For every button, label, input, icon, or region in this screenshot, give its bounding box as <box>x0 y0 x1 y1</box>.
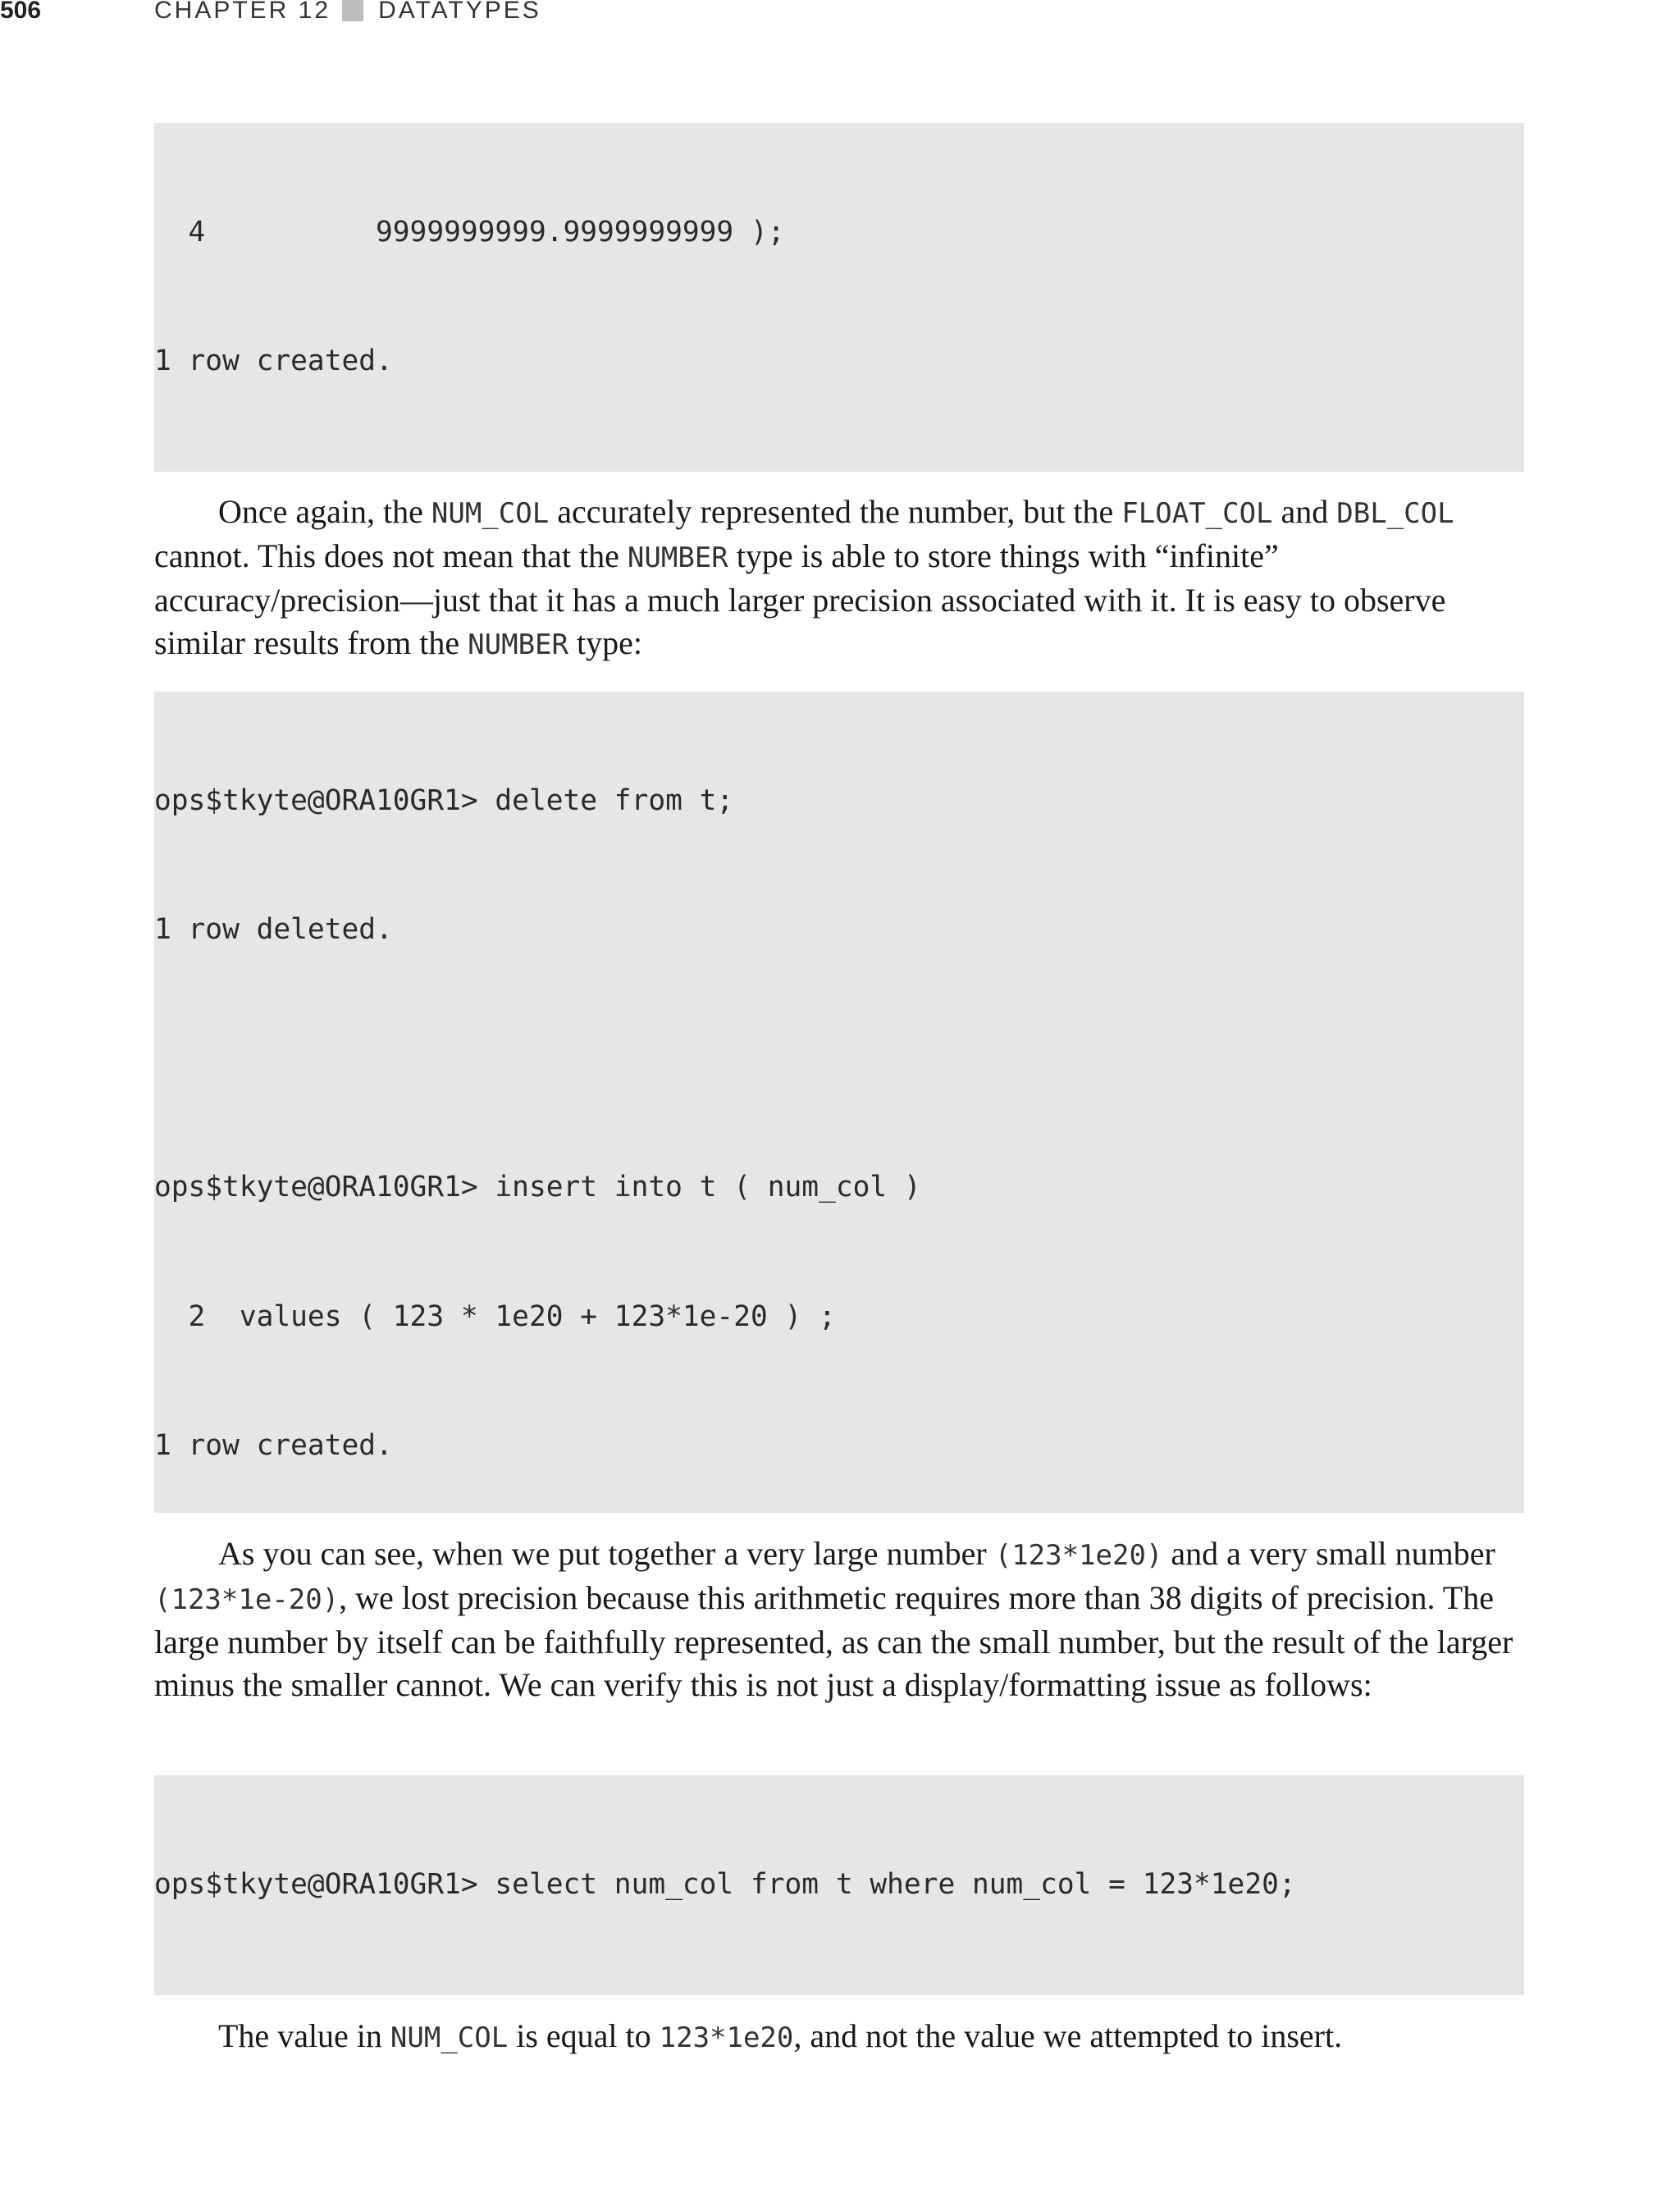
inline-code: NUMBER <box>627 541 728 574</box>
inline-code: 123*1e20 <box>659 2021 794 2054</box>
code-line <box>154 1992 1524 1995</box>
page-header <box>0 0 1680 33</box>
code-block-insert-select <box>154 692 1524 1513</box>
inline-code: NUM_COL <box>390 2021 509 2054</box>
chapter-label: CHAPTER 12 <box>154 0 331 24</box>
paragraph-lost-precision: As you can see, when we put together a very large number (123*1e20) and a very small number (123*1e-20), we lost precision because this arithmetic requires more than 38 digits of precision. The large number by itself can be faithfully represented, as can the small number, but the result of the larger minus the smaller cannot. We can verify this is not just a display/formatting issue as follows: <box>154 1535 1513 1703</box>
inline-code: NUM_COL <box>431 497 550 530</box>
code-line <box>154 468 1524 472</box>
code-line: 1 row created. <box>154 345 393 378</box>
code-block-select-t <box>154 123 1524 472</box>
paragraph-conclusion: The value in NUM_COL is equal to 123*1e20, and not the value we attempted to insert. <box>218 2017 1343 2054</box>
page-number: 506 <box>0 0 42 24</box>
code-line: 1 row created. <box>154 1428 393 1462</box>
code-line: ops$tkyte@ORA10GR1> select num_col from t where num_col = 123*1e20; <box>154 1867 1296 1901</box>
running-head <box>154 0 541 25</box>
chapter-title: DATATYPES <box>378 0 541 24</box>
code-line: 2 values ( 123 * 1e20 + 123*1e-20 ) ; <box>154 1299 836 1333</box>
code-block-verify <box>154 1775 1524 1995</box>
inline-code: (123*1e20) <box>994 1539 1163 1572</box>
separator-square-icon <box>342 0 363 21</box>
inline-code: NUMBER <box>468 628 568 661</box>
code-line: ops$tkyte@ORA10GR1> delete from t; <box>154 783 734 817</box>
inline-code: FLOAT_COL <box>1121 497 1273 530</box>
code-line: ops$tkyte@ORA10GR1> insert into t ( num_col ) <box>154 1171 921 1204</box>
paragraph-number-precision: Once again, the NUM_COL accurately represented the number, but the FLOAT_COL and DBL_COL cannot. This does not mean that the NUMBER type is able to store things with “infinite” accuracy/precision—just that it has a much larger precision associated with it. It is easy to observe similar results from the NUMBER type: <box>154 493 1454 661</box>
code-line: 1 row deleted. <box>154 913 393 947</box>
code-line: 4 9999999999.9999999999 ); <box>154 215 785 249</box>
inline-code: (123*1e-20) <box>154 1583 340 1616</box>
inline-code: DBL_COL <box>1336 497 1454 530</box>
code-line <box>154 1037 1524 1080</box>
